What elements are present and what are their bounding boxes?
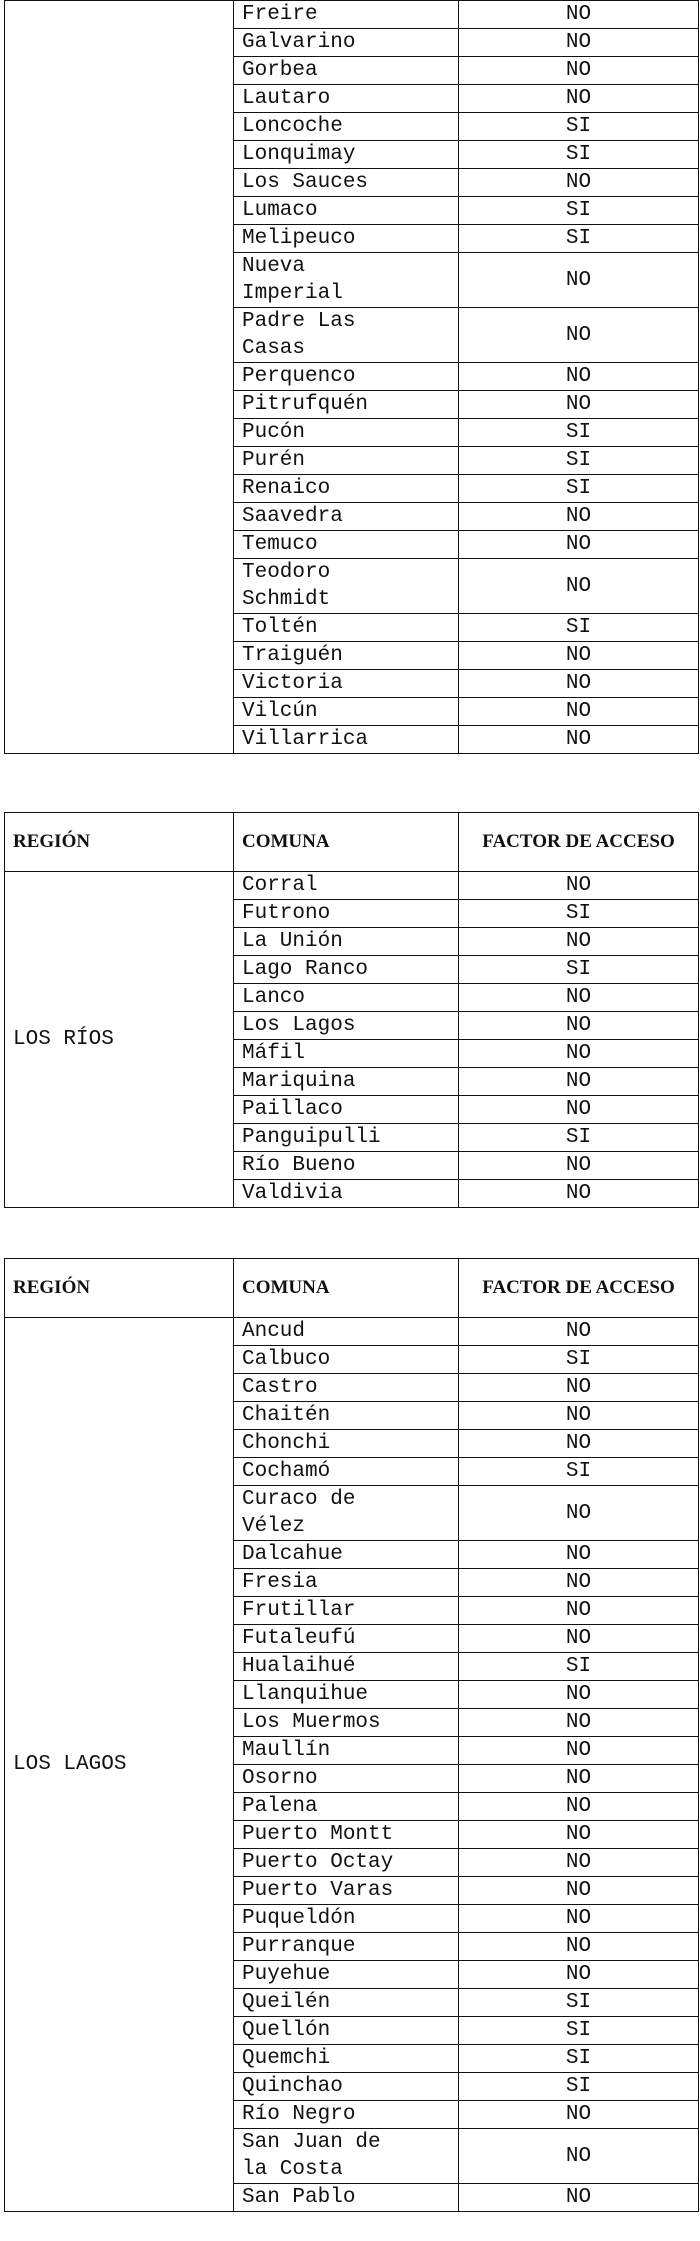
factor-acceso-cell: NO — [459, 928, 699, 956]
comuna-cell: Lago Ranco — [234, 956, 459, 984]
comuna-cell: Lautaro — [234, 85, 459, 113]
header-region: REGIÓN — [5, 1259, 234, 1318]
table-row — [5, 1318, 699, 1346]
comuna-cell: Quinchao — [234, 2073, 459, 2101]
factor-acceso-cell: SI — [459, 2045, 699, 2073]
comuna-cell: Lonquimay — [234, 141, 459, 169]
factor-acceso-cell: NO — [459, 503, 699, 531]
factor-acceso-cell: SI — [459, 614, 699, 642]
comuna-cell: Llanquihue — [234, 1681, 459, 1709]
comuna-line: la Costa — [242, 2158, 343, 2181]
factor-acceso-cell: SI — [459, 2073, 699, 2101]
factor-acceso-cell: NO — [459, 1040, 699, 1068]
table-row — [5, 1, 699, 29]
comuna-cell: Calbuco — [234, 1346, 459, 1374]
factor-acceso-cell: NO — [459, 1905, 699, 1933]
comuna-cell: Purranque — [234, 1933, 459, 1961]
comuna-cell: Puqueldón — [234, 1905, 459, 1933]
comuna-cell: Puerto Varas — [234, 1877, 459, 1905]
comuna-cell — [234, 253, 459, 308]
comuna-cell: Lanco — [234, 984, 459, 1012]
table-body — [5, 1, 699, 754]
factor-acceso-cell: NO — [459, 1597, 699, 1625]
factor-acceso-cell: SI — [459, 475, 699, 503]
header-factor-acceso: FACTOR DE ACCESO — [459, 1259, 699, 1318]
factor-acceso-cell: NO — [459, 1569, 699, 1597]
factor-acceso-cell: NO — [459, 1012, 699, 1040]
factor-acceso-cell: SI — [459, 197, 699, 225]
comuna-line: Padre Las — [242, 310, 356, 333]
comuna-cell: Victoria — [234, 670, 459, 698]
comuna-cell: Maullín — [234, 1737, 459, 1765]
comuna-cell: Queilén — [234, 1989, 459, 2017]
header-row — [5, 813, 699, 872]
comuna-cell: Perquenco — [234, 363, 459, 391]
comuna-cell — [234, 2129, 459, 2184]
factor-acceso-cell: NO — [459, 1961, 699, 1989]
comuna-cell: Villarrica — [234, 726, 459, 754]
factor-acceso-cell: NO — [459, 169, 699, 197]
factor-acceso-cell: NO — [459, 1096, 699, 1124]
factor-acceso-cell: SI — [459, 113, 699, 141]
factor-acceso-cell: NO — [459, 698, 699, 726]
comuna-cell: Futrono — [234, 900, 459, 928]
factor-acceso-cell: NO — [459, 670, 699, 698]
factor-acceso-cell: NO — [459, 531, 699, 559]
table-body — [5, 1318, 699, 2212]
comuna-cell: Hualaihué — [234, 1653, 459, 1681]
factor-acceso-cell: NO — [459, 559, 699, 614]
factor-acceso-cell: NO — [459, 29, 699, 57]
factor-acceso-cell: NO — [459, 1625, 699, 1653]
factor-acceso-cell: NO — [459, 1402, 699, 1430]
factor-acceso-cell: NO — [459, 1709, 699, 1737]
comuna-cell: Futaleufú — [234, 1625, 459, 1653]
comuna-cell: Vilcún — [234, 698, 459, 726]
factor-acceso-cell: NO — [459, 1374, 699, 1402]
comuna-cell: Pucón — [234, 419, 459, 447]
comuna-cell: Chaitén — [234, 1402, 459, 1430]
factor-acceso-cell: NO — [459, 1541, 699, 1569]
comuna-line: Nueva — [242, 255, 306, 278]
factor-acceso-cell: NO — [459, 1765, 699, 1793]
comuna-line: Vélez — [242, 1515, 306, 1538]
comuna-line: San Juan de — [242, 2131, 381, 2154]
comuna-cell — [234, 1486, 459, 1541]
comuna-cell: Puerto Montt — [234, 1821, 459, 1849]
comuna-cell: Fresia — [234, 1569, 459, 1597]
comuna-cell: Panguipulli — [234, 1124, 459, 1152]
comuna-cell: Castro — [234, 1374, 459, 1402]
factor-acceso-cell: SI — [459, 1989, 699, 2017]
factor-acceso-cell: NO — [459, 1793, 699, 1821]
factor-acceso-cell: SI — [459, 141, 699, 169]
factor-acceso-cell: NO — [459, 85, 699, 113]
comuna-cell: Toltén — [234, 614, 459, 642]
comuna-cell: Cochamó — [234, 1458, 459, 1486]
factor-acceso-cell: NO — [459, 1318, 699, 1346]
header-comuna: COMUNA — [234, 813, 459, 872]
factor-acceso-cell: NO — [459, 1180, 699, 1208]
factor-acceso-cell: NO — [459, 308, 699, 363]
factor-acceso-cell: SI — [459, 2017, 699, 2045]
comuna-line: Schmidt — [242, 588, 331, 611]
factor-acceso-cell: SI — [459, 225, 699, 253]
factor-acceso-cell: NO — [459, 391, 699, 419]
comuna-cell: Galvarino — [234, 29, 459, 57]
comuna-cell: Los Muermos — [234, 1709, 459, 1737]
comuna-cell: Río Negro — [234, 2101, 459, 2129]
comuna-cell: Mariquina — [234, 1068, 459, 1096]
table-body — [5, 872, 699, 1208]
factor-acceso-cell: NO — [459, 984, 699, 1012]
comuna-cell — [234, 559, 459, 614]
comuna-cell: Los Sauces — [234, 169, 459, 197]
comuna-line: Curaco de — [242, 1488, 356, 1511]
comuna-cell: Río Bueno — [234, 1152, 459, 1180]
factor-acceso-cell: NO — [459, 1877, 699, 1905]
factor-acceso-cell: NO — [459, 1933, 699, 1961]
factor-acceso-cell: NO — [459, 1849, 699, 1877]
factor-acceso-cell: SI — [459, 1458, 699, 1486]
comuna-line: Teodoro — [242, 561, 331, 584]
factor-acceso-cell: SI — [459, 956, 699, 984]
factor-acceso-cell: SI — [459, 900, 699, 928]
comuna-cell: Saavedra — [234, 503, 459, 531]
factor-acceso-cell: NO — [459, 57, 699, 85]
comuna-cell: Melipeuco — [234, 225, 459, 253]
factor-acceso-cell: NO — [459, 1068, 699, 1096]
comuna-cell: Pitrufquén — [234, 391, 459, 419]
header-region: REGIÓN — [5, 813, 234, 872]
comuna-cell: Puyehue — [234, 1961, 459, 1989]
comuna-cell: Corral — [234, 872, 459, 900]
factor-acceso-cell: SI — [459, 419, 699, 447]
factor-acceso-cell: NO — [459, 2101, 699, 2129]
comuna-cell: Dalcahue — [234, 1541, 459, 1569]
factor-acceso-cell: NO — [459, 1486, 699, 1541]
comuna-line: Imperial — [242, 282, 343, 305]
comuna-cell: Freire — [234, 1, 459, 29]
comunas-table-continued — [4, 0, 699, 754]
factor-acceso-cell: NO — [459, 1152, 699, 1180]
los-lagos-table — [4, 1258, 699, 2212]
factor-acceso-cell: NO — [459, 2129, 699, 2184]
factor-acceso-cell: NO — [459, 2184, 699, 2212]
factor-acceso-cell: NO — [459, 253, 699, 308]
comuna-cell — [234, 308, 459, 363]
comuna-cell: Traiguén — [234, 642, 459, 670]
comuna-cell: Los Lagos — [234, 1012, 459, 1040]
factor-acceso-cell: NO — [459, 872, 699, 900]
factor-acceso-cell: SI — [459, 447, 699, 475]
factor-acceso-cell: SI — [459, 1346, 699, 1374]
comuna-cell: Valdivia — [234, 1180, 459, 1208]
comuna-cell: Chonchi — [234, 1430, 459, 1458]
comuna-cell: Purén — [234, 447, 459, 475]
factor-acceso-cell: NO — [459, 1681, 699, 1709]
factor-acceso-cell: SI — [459, 1653, 699, 1681]
comuna-cell: Máfil — [234, 1040, 459, 1068]
comuna-cell: Quellón — [234, 2017, 459, 2045]
region-cell: LOS LAGOS — [5, 1318, 234, 2212]
factor-acceso-cell: NO — [459, 1430, 699, 1458]
factor-acceso-cell: SI — [459, 1124, 699, 1152]
region-cell-empty — [5, 1, 234, 754]
header-factor-acceso: FACTOR DE ACCESO — [459, 813, 699, 872]
comuna-cell: Frutillar — [234, 1597, 459, 1625]
factor-acceso-cell: NO — [459, 1, 699, 29]
los-rios-table — [4, 812, 699, 1208]
table-row — [5, 872, 699, 900]
comuna-cell: Renaico — [234, 475, 459, 503]
comuna-cell: Loncoche — [234, 113, 459, 141]
factor-acceso-cell: NO — [459, 363, 699, 391]
comuna-cell: Temuco — [234, 531, 459, 559]
factor-acceso-cell: NO — [459, 1737, 699, 1765]
comuna-cell: Puerto Octay — [234, 1849, 459, 1877]
comuna-cell: Lumaco — [234, 197, 459, 225]
factor-acceso-cell: NO — [459, 642, 699, 670]
comuna-cell: Osorno — [234, 1765, 459, 1793]
header-comuna: COMUNA — [234, 1259, 459, 1318]
comuna-cell: Paillaco — [234, 1096, 459, 1124]
comuna-cell: Ancud — [234, 1318, 459, 1346]
region-cell: LOS RÍOS — [5, 872, 234, 1208]
comuna-cell: La Unión — [234, 928, 459, 956]
comuna-line: Casas — [242, 337, 306, 360]
comuna-cell: Quemchi — [234, 2045, 459, 2073]
header-row — [5, 1259, 699, 1318]
factor-acceso-cell: NO — [459, 726, 699, 754]
comuna-cell: Palena — [234, 1793, 459, 1821]
comuna-cell: Gorbea — [234, 57, 459, 85]
factor-acceso-cell: NO — [459, 1821, 699, 1849]
comuna-cell: San Pablo — [234, 2184, 459, 2212]
